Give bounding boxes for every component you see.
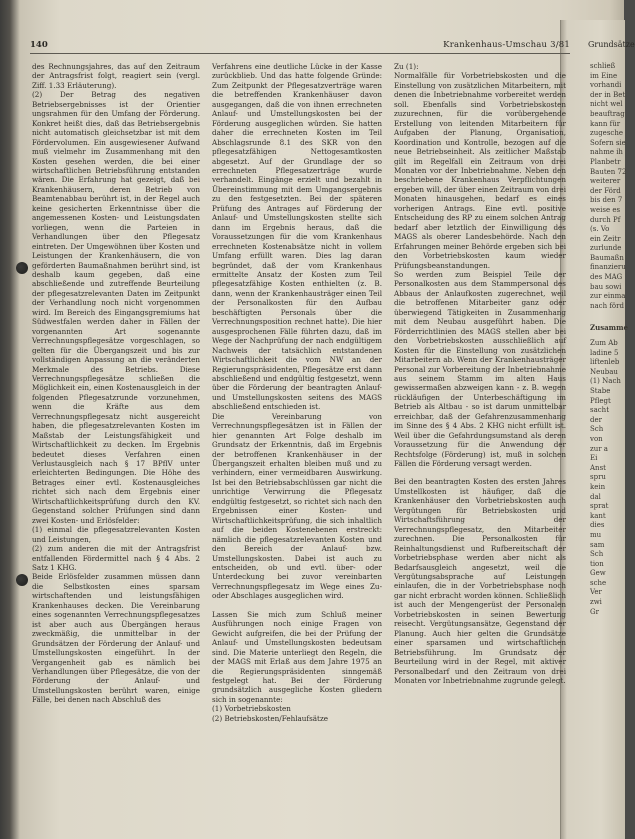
edge-line: der in Bet: [590, 90, 626, 99]
edge-line: Neubau: [590, 367, 618, 376]
edge-line: nahme ih: [590, 148, 623, 157]
edge-line: (s. Vo: [590, 225, 610, 234]
text-column-3: [394, 62, 566, 832]
edge-line: beauftrag: [590, 109, 625, 118]
edge-line: Ei: [590, 454, 598, 463]
edge-line: bis den 7: [590, 196, 623, 205]
binder-hole: [16, 574, 28, 586]
edge-line: Gr: [590, 607, 599, 616]
edge-line: vorhandi: [590, 81, 622, 90]
edge-line: zur einma: [590, 292, 626, 301]
edge-line: sam: [590, 540, 605, 549]
edge-line: spru: [590, 473, 606, 482]
edge-line: zwi: [590, 598, 602, 607]
list-item: (1) Vorbetriebskosten: [212, 704, 291, 714]
edge-line: weiterer: [590, 177, 621, 186]
paragraph: (2) Der Betrag des negativen Betriebsergebnisses ist der Orientier ungsrahmen für den Umfang der Förderung. Konkret heißt dies, daß das Betriebsergebnis nicht automatisch gleichsetzbar ist mit dem Fördervolumen. Ein ausgewiesener Aufwand muß vielmehr im Zusammenhang mit den Kosten gesehen werden, die bei einer wirtschaftlichen Betriebsführung entstanden wären. Die Erfahrung hat gezeigt, daß bei Krankenhäusern, deren Betrieb von Beamtenabbau berührt ist, in der Regel auch keine gesicherten Erkenntnisse über die angemessenen Kosten- und Leistungsdaten vorliegen, wenn die Parteien in Verhandlungen über den Pflegesatz eintreten. Der Umgewöhnen über Kosten und Leistungen der Krankenhäusern, die von geförderten Baumaßnahmen berührt sind, ist deshalb kaum gegeben, daß eine abschließende und zutreffende Beurteilung der pflegesatzrelevanten Daten im Zeitpunkt der Verhandlung noch nicht vorgenommen wird. Im Bereich des Eingangsgremiums hat Südwestfalen werden daher in Fällen der vorgenannten Art sogenannte Verrechnungspflegesätze vorgeschlagen, so gelten für die Übergangszeit und bis zur vollständigen Anpassung an die veränderten Merkmale des Betriebs. Diese Verrechnungspflegesätze schließen die Möglichkeit ein, einen Kostenausgleich in der folgenden Pflegesatzrunde vorzunehmen, wenn die Kräfte aus dem Verrechnungspflegesatz nicht ausgereicht haben, die pflegesatzrelevanten Kosten im Maßstab der Leistungsfähigkeit und Wirtschaftlichkeit zu decken. Im Ergebnis bedeutet dieses Verfahren einen Verlustausgleich nach § 17 BPflV unter erleichterten Bedingungen. Die Höhe des Betrages einer evtl. Kostenausgleiches richtet sich nach dem Ergebnis einer Wirtschaftlichkeitsprüfung durch den KV. Gegenstand solcher Prüfungen sind dann zwei Kosten- und Erlösfelder:: [32, 90, 200, 525]
page-header: [30, 40, 570, 54]
edge-line: ladine 5: [590, 348, 619, 357]
edge-line: Zum Ab: [590, 339, 618, 348]
text-column-1: [32, 62, 200, 832]
paragraph: Bei den beantragten Kosten des ersten Jahres Umstellkosten ist häufiger, daß die Krankenhäuser den Vorbetriebskosten auch Vergütungen für Betriebskosten und Wirtschaftsführung der Verrechnungspflegesatz, den Mitarbeiter zurechnen. Die Personalkosten für Reinhaltungsdienst und Rufbereitschaft der Vorbetriebsphase werden aber nicht als Bedarfsausgleich angesetzt, weil die Vergütungsabsprache auf Leistungen einlaufen, die in der Vorbetriebsphase noch gar nicht erbracht worden können. Schließlich ist auch der Mengengerüst der Personalen Vorbetriebskosten in seinen Bewertung reisecht. Vergütungsansätze, Gegenstand der Planung. Auch hier gelten die Grundsätze einer sparsamen und wirtschaftlichen Betriebsführung. Im Grundsatz der Beurteilung wird in der Regel, mit aktiver Personalbedarf und den Zeitraum von drei Monaten vor Inbetriebnahme zugrunde gelegt.: [394, 477, 566, 685]
edge-line: nicht wel: [590, 100, 623, 109]
paragraph: Lassen Sie mich zum Schluß meiner Ausführungen noch einige Fragen von Gewicht aufgreifen, die bei der Prüfung der Anlauf- und Umstellungskosten bedeutsam sind. Die Materie unterliegt den Regeln, die der MAGS mit Erlaß aus dem Jahre 1975 an die Regierungspräsidenten sinngemäß festgelegt hat. Bei der Förderung grundsätzlich ausgegliche Kosten gliedern sich in sogenannte:: [212, 609, 382, 704]
paragraph: des Rechnungsjahres, das auf den Zeitraum der Antragsfrist folgt, reagiert sein (vergl. Ziff. 1.33 Erläuterung).: [32, 62, 200, 90]
edge-line: Baumaßn: [590, 253, 624, 262]
edge-line: Planbetr: [590, 157, 621, 166]
edge-line: schließ: [590, 62, 616, 70]
paragraph: Zu (1):: [394, 62, 419, 71]
edge-line: Anst: [590, 463, 606, 472]
edge-line: sprat: [590, 502, 609, 511]
edge-line: tion: [590, 559, 604, 568]
edge-line: Stabe: [590, 387, 611, 395]
edge-spacer: [590, 311, 630, 323]
binder-hole: [16, 262, 28, 274]
edge-line: ein Zeitr: [590, 234, 621, 243]
edge-line: (1) Nach: [590, 377, 621, 386]
text-column-2: [212, 62, 382, 832]
edge-line: der: [590, 415, 602, 424]
paragraph: Beide Erlösfelder zusammen müssen dann die Selbstkosten eines sparsam wirtschaftenden und leistungsfähigen Krankenhauses decken. Die Vereinbarung eines sogenannten Verrechnungspflegesatzes ist aber auch aus Übergängen heraus zweckmäßig, die unmittelbar in der Grundsätzen der Förderung der Anlauf- und Umstellungskosten eingeführt. In der Vergangenheit gab es nämlich bei Verhandlungen über Pflegesätze, die von der Förderung der Anlauf- und Umstellungskosten berührt waren, einige Fälle, bei denen nach Abschluß des: [32, 572, 200, 705]
next-page-text-fragments: [590, 62, 630, 832]
edge-line: Pflegt: [590, 396, 611, 405]
paragraph: Normalfälle für Vorbetriebskosten und die Einstellung von zusätzlichen Mitarbeitern, mit denen die Inbetriebnahme vorbereitet werden soll. Ebenfalls sind Vorbetriebskosten zuzurechnen, für die vorübergehende Erstellung von leitenden Mitarbeitern für Aufgaben der Planung, Organisation, Koordination und Kontrolle, bezogen auf die neue Betriebseinheit. Als zeitlicher Maßstab gilt im Regelfall ein Zeitraum von drei Monaten vor der Inbetriebnahme. Neben den beschriebene Krankenhaus Verpflichtungen ergeben will, der über einen Zeitraum von drei Monaten hinausgehen, bedarf es eines vorherigen Antrags. Eine evtl. positive Entscheidung des RP zu einem solchen Antrag bedarf aber letztlich der Einwilligung des MAGS als oberer Landesbehörde. Nach den Erfahrungen meiner Behörde ergeben sich bei den Vorbetriebskosten kaum wieder Prüfungsbeanstandungen.: [394, 71, 566, 270]
edge-heading: Zusamme: [590, 323, 628, 333]
edge-line: durch Pf: [590, 215, 621, 224]
edge-line: Bauten 72: [590, 167, 627, 176]
edge-line: kant: [590, 511, 606, 520]
edge-line: sche: [590, 578, 607, 587]
edge-line: dal: [590, 492, 601, 501]
running-title: Krankenhaus-Umschau 3/81: [443, 40, 570, 50]
edge-line: von: [590, 434, 603, 443]
paragraph: (2) zum anderen die mit der Antragsfrist entfallenden Fördermittel nach § 4 Abs. 2 Satz 1 KHG.: [32, 544, 200, 573]
edge-line: bau sowi: [590, 282, 622, 291]
edge-line: Sch: [590, 550, 604, 559]
edge-line: Gew: [590, 569, 606, 578]
edge-line: liftenleb: [590, 358, 620, 367]
edge-line: zugesche: [590, 129, 623, 138]
header-rule: [30, 53, 570, 54]
edge-line: Ver: [590, 588, 602, 597]
paragraph: Verfahrens eine deutliche Lücke in der Kasse zurückblieb. Und das hatte folgende Gründe: Zum Zeitpunkt der Pflegesatzverträge waren die betreffenden Krankenhäuser davon ausgegangen, daß die von ihnen errechneten Anlauf- und Umstellungskosten bei der Förderung ausgeglichen würden. Sie hatten daher die errechneten Kosten im Teil Abschlagsrunde 8.1 des SKR von den pflegesatzfähigen Nettogesamtkosten abgesetzt. Auf der Grundlage der so errechneten Pflegesatzerträge wurde verhandelt. Eingänge erzielt und bezahlt in Übereinstimmung mit dem Umgangsergebnis zu den festgesetzten. Bei der späteren Prüfung des Antrages auf Förderung der Anlauf- und Umstellungskosten stellte sich dann im Ergebnis heraus, daß die Voraussetzungen für die vom Krankenhaus errechneten Kostenabsätze nicht in vollem Umfang erfüllt waren. Dies lag daran begründet, daß der vom Krankenhaus ermittelte Ansatz der Kosten zum Teil pflegesatzfähige Kosten enthielten (z. B. dann, wenn der Krankenhausträger einen Teil der Personalkosten für den Aufbau beschäftigten Personals über die Verrechnungsposition rechnet hatte). Die hier ausgesprochenen Fälle führten dazu, daß im Wege der Nachprüfung der nach endgültigem Nachweis der tatsächlich entstandenen Wirtschaftlichkeit die vom NW an der Regierungspräsidenten, Pflegesätze erst dann abschließend und endgültig festgesetzt, wenn über die Förderung der beantragten Anlauf- und Umstellungskosten seitens des MAGS abschließend entschieden ist.: [212, 62, 382, 412]
edge-line: kein: [590, 482, 606, 491]
paragraph: Die Vereinbarung von Verrechnungspflegesätzen ist in Fällen der hier genannten Art Folge deshalb im Grundsatz der Erkenntnis, daß im Ergebnis der betroffenen Krankenhäuser in der Übergangszeit erhalten bleiben muß und zu verhindern, einer vermeidbaren Auswirkung. Ist bei den Betriebsabschlüssen gar nicht die unrichtige Verwirrung die Pflegesatz endgültig festgesetzt, so richtet sich nach den Ergebnissen einer Kosten- und Wirtschaftlichkeitsprüfung, die sich inhaltlich auf die beiden Kostenebenen erstreckt: nämlich die pflegesatzrelevanten Kosten und den Bereich der Anlauf- bzw. Umstellungskosten. Dabei ist auch zu entscheiden, ob und evtl. über- oder Unterdeckung bei zuvor vereinbarten Verrechnungspflegesatz im Wege eines Zu- oder Abschlages ausgeglichen wird.: [212, 411, 382, 601]
edge-line: der Förd: [590, 186, 621, 195]
paragraph: So werden zum Beispiel Teile der Personalkosten aus dem Stammpersonal des Abbaus der Anlaufkosten zugerechnet, weil die betroffenen Mitarbeiter ganz oder überwiegend Tätigkeiten in Zusammenhang mit dem Neubau ausgeführt haben. Die Förderrichtlinien des MAGS stellen aber bei den Vorbetriebskosten ausschließlich auf Kosten für die Einstellung von zusätzlichen Mitarbeitern ab. Wenn der Krankenhausträger Personal zur Vorbereitung der Inbetriebnahme aus seinem Stamm im alten Haus gewissermaßen abzweigen kann - z. B. wegen rückläufigen der Unterbeschäftigung im Betrieb als Altbau - so ist darum unmittelbar erreichbar, daß der Gefahrenzusammenhang im Sinne des § 4 Abs. 2 KHG nicht erfüllt ist. Weil über die Gefahrdungsumstand als deren Voraussetzung für die Anwendung der Rechtsfolge (Förderung) ist, muß in solchen Fällen die Förderung versagt werden.: [394, 269, 566, 469]
edge-line: Sofern sie: [590, 138, 626, 147]
edge-line: nach förd: [590, 301, 624, 310]
edge-line: kann für: [590, 119, 621, 128]
page-number: 140: [30, 40, 48, 50]
list-item: (2) Betriebskosten/Fehlaufsätze: [212, 713, 328, 723]
edge-line: Sch: [590, 425, 604, 434]
edge-line: finanzieru: [590, 263, 626, 272]
edge-line: zur a: [590, 444, 608, 453]
edge-line: dies: [590, 521, 605, 530]
edge-line: sacht: [590, 406, 610, 415]
edge-line: weise es: [590, 205, 621, 214]
edge-line: mu: [590, 530, 602, 539]
edge-line: im Eine: [590, 71, 618, 80]
edge-line: des MAG: [590, 273, 623, 282]
paragraph: (1) einmal die pflegesatzrelevanten Kosten und Leistungen,: [32, 525, 200, 544]
next-page-running-title: Grundsätze: [588, 40, 635, 49]
edge-line: zurlunde: [590, 244, 622, 253]
